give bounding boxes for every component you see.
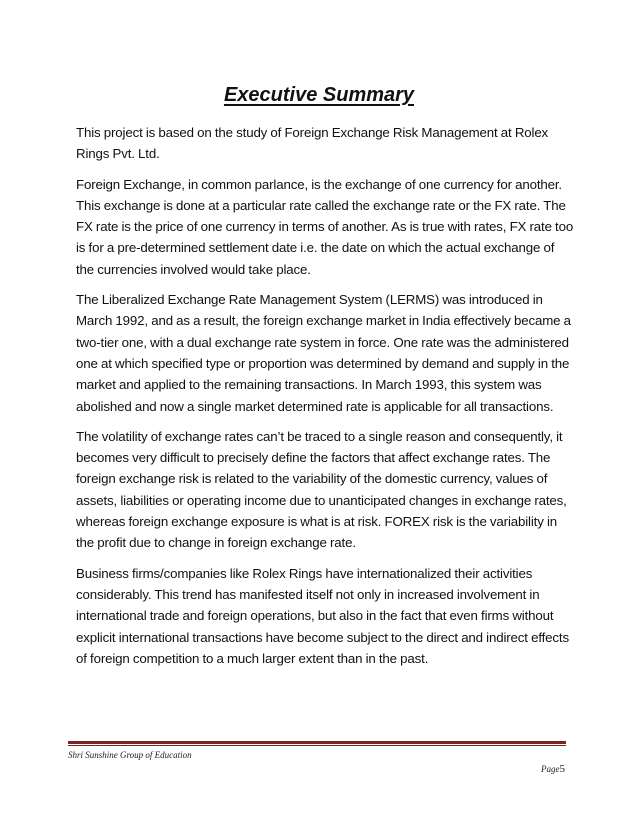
footer-divider-thick <box>68 741 566 744</box>
page-label: Page <box>541 764 560 774</box>
paragraph-intro: This project is based on the study of Foreign Exchange Risk Management at Rolex Rings Pvt. Ltd. <box>76 125 549 162</box>
page-number <box>541 762 565 776</box>
paragraph-volatility: The volatility of exchange rates can’t be traced to a single reason and consequently, it becomes very difficult to precisely define the factors that affect exchange rates. The foreign exchange risk is related to the variability of the domestic currency, values of assets, liabilities or operating income due to unanticipated changes in exchange rates, whereas foreign exchange exposure is what is at risk. FOREX risk is the variability in the profit due to change in foreign exchange rate. <box>76 428 567 551</box>
paragraph-business-firms: Business firms/companies like Rolex Rings have internationalized their activities considerably. This trend has manifested itself not only in increased involvement in international trade and foreign operations, but also in the fact that even firms without explicit international transactions have become subject to the direct and indirect effects of foreign competition to a much larger extent than in the past. <box>76 565 569 666</box>
footer-organization: Shri Sunshine Group of Education <box>68 750 192 760</box>
footer-divider-thin <box>68 745 566 746</box>
body-text <box>76 122 574 678</box>
paragraph-foreign-exchange: Foreign Exchange, in common parlance, is the exchange of one currency for another. This exchange is done at a particular rate called the exchange rate or the FX rate. The FX rate is the price of one currency in terms of another. As is true with rates, FX rate too is for a pre-determined settlement date i.e. the date on which the actual exchange of the currencies involved would take place. <box>76 176 574 277</box>
paragraph-lerms: The Liberalized Exchange Rate Management System (LERMS) was introduced in March 1992, and as a result, the foreign exchange market in India effectively became a two-tier one, with a dual exchange rate system in force. One rate was the administered one at which specified type or proportion was determined by demand and supply in the market and applied to the remaining transactions. In March 1993, this system was abolished and now a single market determined rate is applicable for all transactions. <box>76 292 571 414</box>
page-number-value: 5 <box>559 763 565 775</box>
page-title: Executive Summary <box>223 84 415 106</box>
